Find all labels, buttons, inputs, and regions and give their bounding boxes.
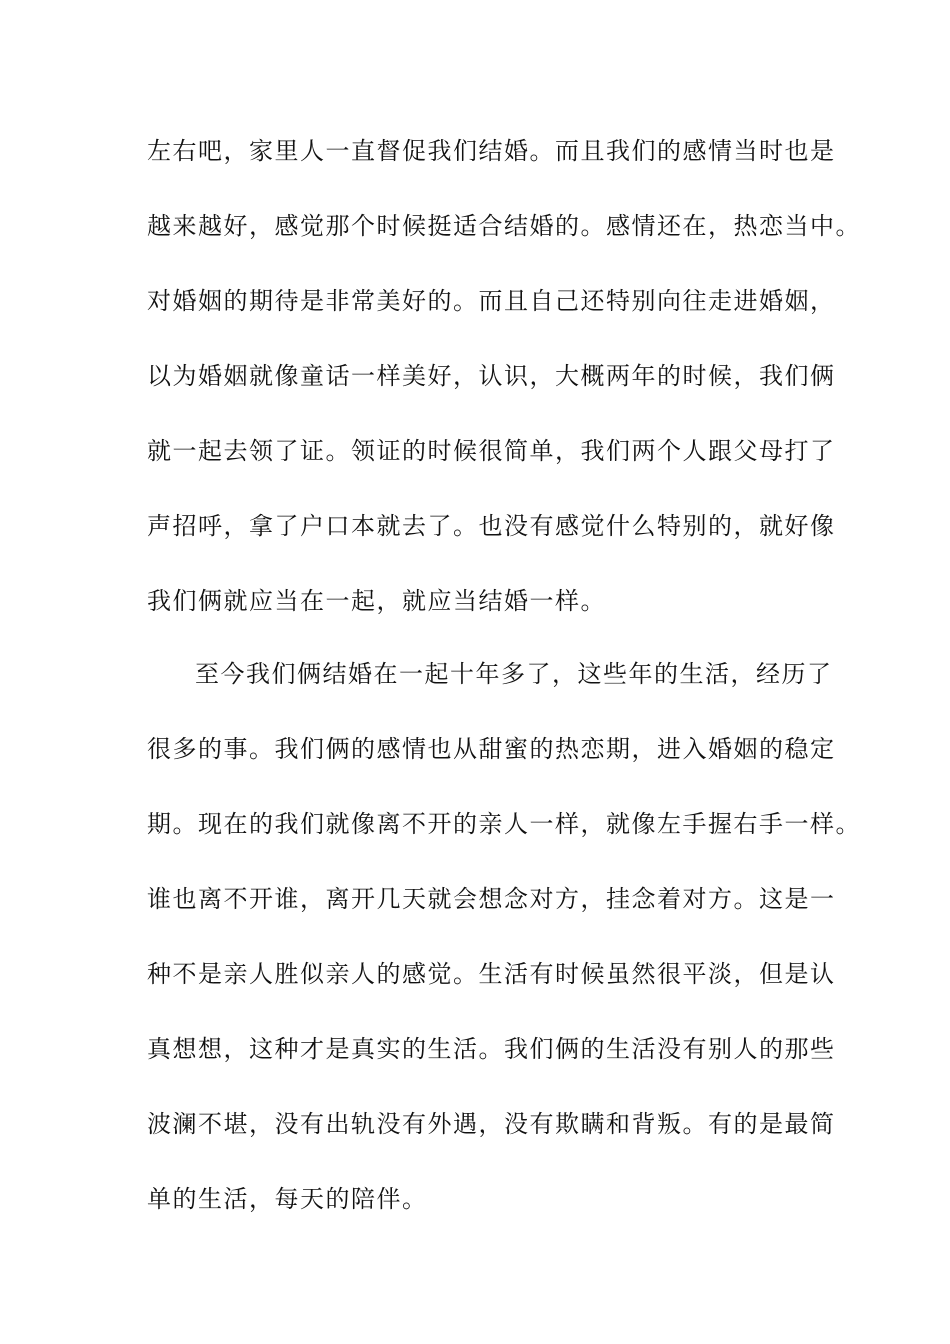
text-line: 期。现在的我们就像离不开的亲人一样，就像左手握右手一样。 — [147, 810, 861, 838]
text-line: 就一起去领了证。领证的时候很简单，我们两个人跟父母打了 — [147, 437, 836, 465]
text-line: 很多的事。我们俩的感情也从甜蜜的热恋期，进入婚姻的稳定 — [147, 735, 836, 763]
text-line: 左右吧，家里人一直督促我们结婚。而且我们的感情当时也是 — [147, 137, 836, 165]
text-line: 以为婚姻就像童话一样美好，认识，大概两年的时候，我们俩 — [147, 362, 836, 390]
text-line: 种不是亲人胜似亲人的感觉。生活有时候虽然很平淡，但是认 — [147, 960, 836, 988]
text-line: 我们俩就应当在一起，就应当结婚一样。 — [147, 587, 606, 615]
text-line: 单的生活，每天的陪伴。 — [147, 1185, 428, 1213]
text-line: 波澜不堪，没有出轨没有外遇，没有欺瞒和背叛。有的是最简 — [147, 1110, 836, 1138]
text-line: 真想想，这种才是真实的生活。我们俩的生活没有别人的那些 — [147, 1035, 836, 1063]
text-line: 越来越好，感觉那个时候挺适合结婚的。感情还在，热恋当中。 — [147, 212, 861, 240]
text-line: 声招呼，拿了户口本就去了。也没有感觉什么特别的，就好像 — [147, 512, 836, 540]
text-line: 对婚姻的期待是非常美好的。而且自己还特别向往走进婚姻， — [147, 287, 836, 315]
text-line: 至今我们俩结婚在一起十年多了，这些年的生活，经历了 — [195, 660, 833, 688]
text-line: 谁也离不开谁，离开几天就会想念对方，挂念着对方。这是一 — [147, 885, 836, 913]
